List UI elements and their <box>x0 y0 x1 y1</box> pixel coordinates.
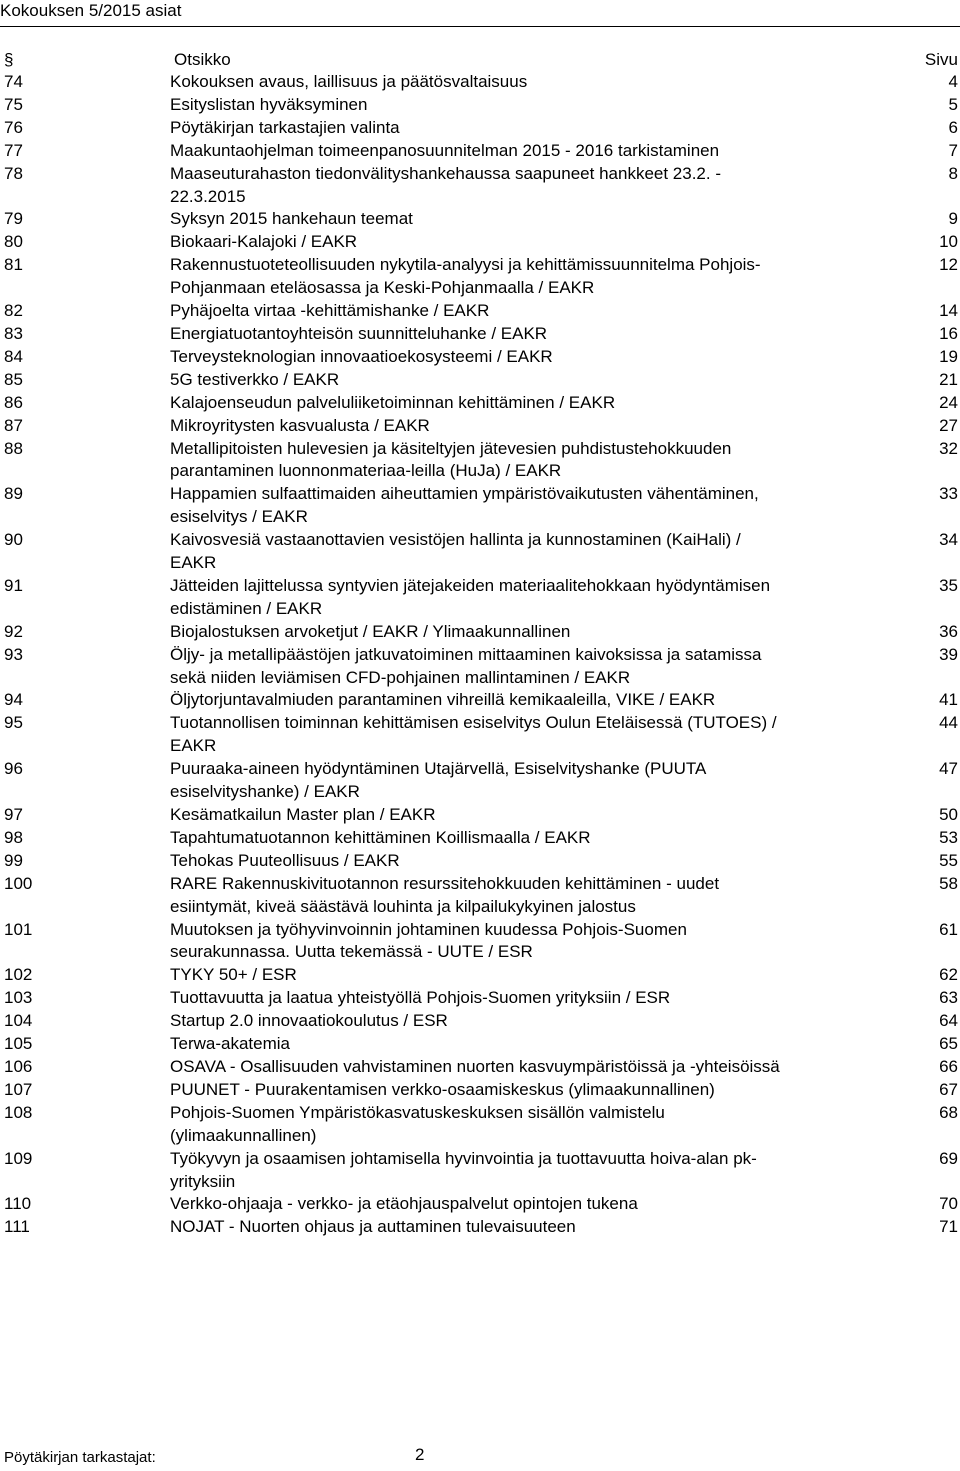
toc-row-number: 78 <box>4 163 23 183</box>
toc-row-title: Rakennustuoteteollisuuden nykytila-analyysi ja kehittämissuunnitelma Pohjois-Pohjanmaan eteläosassa ja Keski-Pohjanmaalla / EAKR <box>170 255 761 298</box>
toc-row-title: Puuraaka-aineen hyödyntäminen Utajärvellä, Esiselvityshanke (PUUTA esiselvityshanke) / EAKR <box>170 759 706 802</box>
toc-row-title: Metallipitoisten hulevesien ja käsiteltyjen jätevesien puhdistustehokkuuden parantaminen luonnonmateriaa-leilla (HuJa) / EAKR <box>170 438 732 481</box>
toc-row-title: Öljytorjuntavalmiuden parantaminen vihreillä kemikaaleilla, VIKE / EAKR <box>170 690 716 710</box>
toc-row-number: 79 <box>4 209 23 229</box>
toc-row-page: 24 <box>939 392 958 412</box>
toc-row <box>0 987 960 1010</box>
toc-row <box>0 1079 960 1102</box>
toc-row-page: 9 <box>948 209 958 229</box>
toc-row-title: Kokouksen avaus, laillisuus ja päätösvaltaisuus <box>170 72 528 91</box>
toc-row-title: RARE Rakennuskivituotannon resurssitehokkuuden kehittäminen - uudet esiintymät, kiveä säästävä louhinta ja kilpailukykyinen jalostus <box>170 873 720 916</box>
document-title: Kokouksen 5/2015 asiat <box>0 1 182 20</box>
toc-row <box>0 208 960 231</box>
toc-row-number: 96 <box>4 759 23 779</box>
toc-row-page: 63 <box>939 988 958 1008</box>
footer-reviewers-label: Pöytäkirjan tarkastajat: <box>4 1449 156 1466</box>
toc-row-number: 92 <box>4 621 23 641</box>
toc-row-page: 14 <box>939 301 958 321</box>
toc-row-number: 91 <box>4 575 23 595</box>
toc-row-page: 21 <box>939 369 958 389</box>
toc-row-page: 61 <box>939 919 958 939</box>
toc-row <box>0 1216 960 1239</box>
toc-row-page: 36 <box>939 621 958 641</box>
toc-row-title: Tuottavuutta ja laatua yhteistyöllä Pohjois-Suomen yrityksiin / ESR <box>170 988 671 1008</box>
toc-row-number: 99 <box>4 850 23 870</box>
toc-row-page: 68 <box>939 1102 958 1122</box>
toc-row-title: Pyhäjoelta virtaa -kehittämishanke / EAKR <box>170 301 490 321</box>
toc-row <box>0 1033 960 1056</box>
toc-row-title: Energiatuotantoyhteisön suunnitteluhanke / EAKR <box>170 323 548 343</box>
toc-row-page: 7 <box>948 140 958 160</box>
toc-row-page: 53 <box>939 827 958 847</box>
toc-row-number: 108 <box>4 1102 33 1122</box>
toc-row-title: Verkko-ohjaaja - verkko- ja etäohjauspalvelut opintojen tukena <box>170 1194 638 1214</box>
toc-row-number: 104 <box>4 1011 33 1031</box>
toc-row-title: Biojalostuksen arvoketjut / EAKR / Ylimaakunnallinen <box>170 621 571 641</box>
toc-row-number: 88 <box>4 438 23 458</box>
toc-row <box>0 758 960 804</box>
toc-row-number: 84 <box>4 346 23 366</box>
section-mark: § <box>4 50 14 69</box>
toc-row-number: 93 <box>4 644 23 664</box>
toc-header-row <box>0 48 960 71</box>
toc-row-page: 8 <box>948 163 958 183</box>
toc-row-page: 32 <box>939 438 958 458</box>
toc-row-number: 81 <box>4 255 23 275</box>
toc-row <box>0 483 960 529</box>
toc-row-number: 105 <box>4 1034 33 1054</box>
toc-row-title: Kesämatkailun Master plan / EAKR <box>170 805 436 824</box>
toc-row-number: 86 <box>4 392 23 412</box>
toc-row-title: Maakuntaohjelman toimeenpanosuunnitelman 2015 - 2016 tarkistaminen <box>170 140 720 160</box>
toc-row-number: 100 <box>4 873 33 893</box>
toc-row-page: 71 <box>939 1217 958 1237</box>
header-divider <box>0 26 960 27</box>
toc-row-title: Maaseuturahaston tiedonvälityshankehaussa saapuneet hankkeet 23.2. - 22.3.2015 <box>170 163 721 206</box>
toc-row <box>0 804 960 827</box>
toc-row <box>0 163 960 209</box>
toc-row <box>0 300 960 323</box>
toc-row-page: 6 <box>948 117 958 137</box>
toc-row <box>0 346 960 369</box>
toc-row-number: 82 <box>4 301 23 321</box>
toc-row-number: 75 <box>4 94 23 114</box>
toc-row-number: 90 <box>4 530 23 550</box>
toc-row-number: 98 <box>4 827 23 847</box>
toc-row-number: 102 <box>4 965 33 985</box>
toc-row <box>0 254 960 300</box>
toc-row-number: 85 <box>4 369 23 389</box>
toc-row-page: 44 <box>939 713 958 733</box>
toc-row-page: 35 <box>939 575 958 595</box>
toc-row-title: Työkyvyn ja osaamisen johtamisella hyvinvointia ja tuottavuutta hoiva-alan pk-yrityksiin <box>170 1148 757 1191</box>
toc-row-number: 83 <box>4 323 23 343</box>
toc-row-title: NOJAT - Nuorten ohjaus ja auttaminen tulevaisuuteen <box>170 1217 576 1237</box>
toc-row-title: TYKY 50+ / ESR <box>170 965 297 985</box>
toc-row <box>0 438 960 484</box>
toc-row-page: 19 <box>939 346 958 366</box>
toc-row-title: Tapahtumatuotannon kehittäminen Koillismaalla / EAKR <box>170 827 591 847</box>
toc-row-page: 27 <box>939 415 958 435</box>
footer-page-number: 2 <box>415 1445 425 1464</box>
toc-row-title: Terwa-akatemia <box>170 1034 290 1054</box>
toc-row-title: Öljy- ja metallipäästöjen jatkuvatoiminen mittaaminen kaivoksissa ja satamissa sekä niiden leviämisen CFD-pohjainen mallintaminen / EAKR <box>170 644 762 687</box>
toc-row <box>0 94 960 117</box>
toc-row-number: 94 <box>4 690 23 710</box>
toc-row-number: 106 <box>4 1056 33 1076</box>
toc-row-number: 89 <box>4 484 23 504</box>
toc-row <box>0 323 960 346</box>
toc-header-title: Otsikko <box>174 50 231 69</box>
toc-row-title: Tehokas Puuteollisuus / EAKR <box>170 850 400 870</box>
toc-row-page: 10 <box>939 232 958 252</box>
toc-row-page: 12 <box>939 255 958 275</box>
toc-row-number: 95 <box>4 713 23 733</box>
toc-row-page: 55 <box>939 850 958 870</box>
toc-row-title: Esityslistan hyväksyminen <box>170 94 368 114</box>
toc-row-page: 66 <box>939 1056 958 1076</box>
toc-row-page: 33 <box>939 484 958 504</box>
toc-row-title: Startup 2.0 innovaatiokoulutus / ESR <box>170 1011 448 1031</box>
toc-row-title: Mikroyritysten kasvualusta / EAKR <box>170 415 430 435</box>
toc-row-title: Pohjois-Suomen Ympäristökasvatuskeskuksen sisällön valmistelu (ylimaakunnallinen) <box>170 1102 665 1145</box>
toc-row-page: 4 <box>948 72 958 91</box>
toc-row-number: 97 <box>4 805 23 824</box>
toc-row <box>0 644 960 690</box>
toc-row <box>0 712 960 758</box>
toc-row-page: 39 <box>939 644 958 664</box>
toc-row-page: 16 <box>939 323 958 343</box>
toc-row <box>0 231 960 254</box>
table-of-contents <box>0 71 960 1239</box>
toc-row-page: 50 <box>939 805 958 824</box>
toc-row <box>0 1102 960 1148</box>
toc-row-title: Terveysteknologian innovaatioekosysteemi / EAKR <box>170 346 553 366</box>
toc-row-page: 62 <box>939 965 958 985</box>
toc-row-title: Muutoksen ja työhyvinvoinnin johtaminen kuudessa Pohjois-Suomen seurakunnassa. Uutta tekemässä - UUTE / ESR <box>170 919 687 962</box>
toc-row-title: OSAVA - Osallisuuden vahvistaminen nuorten kasvuympäristöissä ja -yhteisöissä <box>170 1056 780 1076</box>
toc-row-page: 70 <box>939 1194 958 1214</box>
toc-row-number: 101 <box>4 919 33 939</box>
toc-row-page: 64 <box>939 1011 958 1031</box>
toc-row-title: PUUNET - Puurakentamisen verkko-osaamiskeskus (ylimaakunnallinen) <box>170 1079 715 1099</box>
toc-row-page: 47 <box>939 759 958 779</box>
toc-row-title: 5G testiverkko / EAKR <box>170 369 340 389</box>
toc-row-number: 107 <box>4 1079 33 1099</box>
toc-row <box>0 850 960 873</box>
toc-row-title: Tuotannollisen toiminnan kehittämisen esiselvitys Oulun Eteläisessä (TUTOES) / EAKR <box>170 713 777 756</box>
toc-row-page: 58 <box>939 873 958 893</box>
toc-row <box>0 392 960 415</box>
toc-row-number: 77 <box>4 140 23 160</box>
toc-row-title: Biokaari-Kalajoki / EAKR <box>170 232 358 252</box>
toc-row <box>0 827 960 850</box>
toc-row-title: Syksyn 2015 hankehaun teemat <box>170 209 413 229</box>
toc-row-page: 41 <box>939 690 958 710</box>
toc-row-title: Kalajoenseudun palveluliiketoiminnan kehittäminen / EAKR <box>170 392 616 412</box>
toc-row-number: 111 <box>4 1217 30 1237</box>
page-footer <box>0 1440 960 1470</box>
toc-row <box>0 415 960 438</box>
toc-row <box>0 689 960 712</box>
toc-row-title: Pöytäkirjan tarkastajien valinta <box>170 117 400 137</box>
toc-header-page: Sivu <box>924 50 958 69</box>
toc-row <box>0 919 960 965</box>
toc-row <box>0 369 960 392</box>
toc-row <box>0 964 960 987</box>
toc-row <box>0 1148 960 1194</box>
toc-row <box>0 71 960 94</box>
toc-row <box>0 1010 960 1033</box>
toc-row <box>0 1193 960 1216</box>
toc-row-title: Kaivosvesiä vastaanottavien vesistöjen hallinta ja kunnostaminen (KaiHali) / EAKR <box>170 530 741 573</box>
toc-row-number: 103 <box>4 988 33 1008</box>
toc-row-number: 74 <box>4 72 23 91</box>
toc-row-number: 76 <box>4 117 23 137</box>
toc-row <box>0 140 960 163</box>
toc-row-title: Happamien sulfaattimaiden aiheuttamien ympäristövaikutusten vähentäminen, esiselvitys / EAKR <box>170 484 759 527</box>
toc-row-page: 67 <box>939 1079 958 1099</box>
toc-row <box>0 529 960 575</box>
toc-row-number: 109 <box>4 1148 33 1168</box>
toc-row-number: 80 <box>4 232 23 252</box>
toc-row-page: 65 <box>939 1034 958 1054</box>
toc-row <box>0 1056 960 1079</box>
toc-row <box>0 621 960 644</box>
toc-row <box>0 873 960 919</box>
toc-row <box>0 117 960 140</box>
toc-row-title: Jätteiden lajittelussa syntyvien jätejakeiden materiaalitehokkaan hyödyntämisen edistäminen / EAKR <box>170 575 771 618</box>
toc-row <box>0 575 960 621</box>
toc-row-page: 69 <box>939 1148 958 1168</box>
toc-row-page: 5 <box>948 94 958 114</box>
toc-row-number: 87 <box>4 415 23 435</box>
toc-row-page: 34 <box>939 530 958 550</box>
toc-row-number: 110 <box>4 1194 32 1214</box>
